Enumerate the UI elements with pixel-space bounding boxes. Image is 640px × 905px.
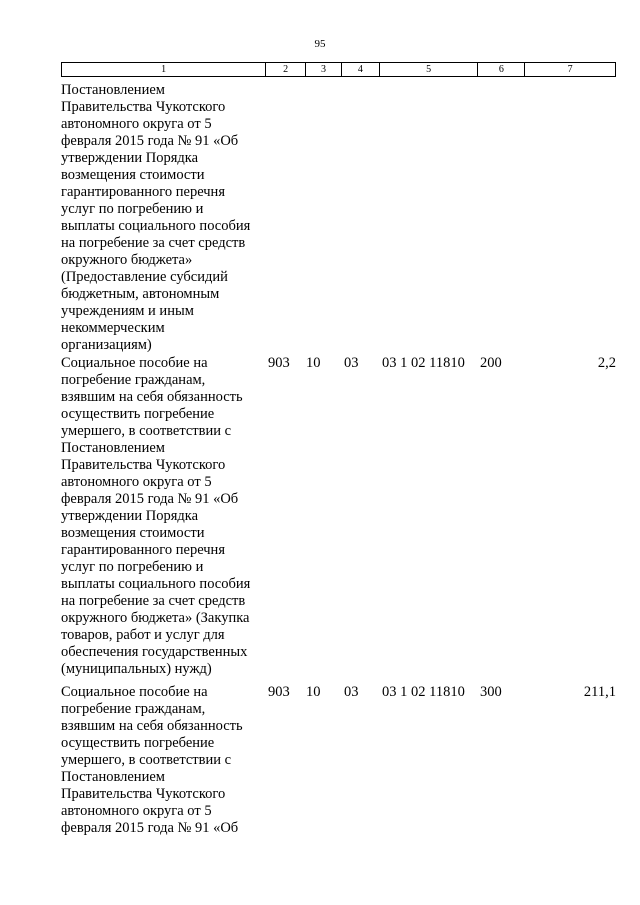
row-cell-col5: 03 1 02 11810 (382, 684, 465, 700)
row-cell-col2: 903 (268, 355, 290, 371)
page-number: 95 (314, 38, 326, 50)
row-cell-col4: 03 (344, 355, 359, 371)
row-text: Социальное пособие на погребение гражданам, взявшим на себя обязанность осуществить погребение умершего, в соответствии с Постановлением Правительства Чукотского автономного округа от 5 февраля 2015 года № 91 «Об утверждении Порядка возмещения стоимости гарантированного перечня услуг по погребению и выплаты социального пособия на погребение за счет средств окружного бюджета» (Закупка товаров, работ и услуг для обеспечения государственных (муниципальных) нужд) (61, 355, 251, 677)
header-col-5: 5 (380, 63, 479, 76)
header-col-2: 2 (266, 63, 306, 76)
header-col-7: 7 (567, 64, 573, 75)
row-cell-col5: 03 1 02 11810 (382, 355, 465, 371)
table-header (61, 62, 616, 77)
row-cell-col6: 300 (480, 684, 502, 700)
row-cell-col2: 903 (268, 684, 290, 700)
header-col-3: 3 (306, 63, 342, 76)
row-cell-col7: 2,2 (597, 355, 616, 371)
header-col-1: 1 (62, 63, 266, 76)
row-cell-col6: 200 (480, 355, 502, 371)
header-col-4: 4 (342, 63, 380, 76)
row-cell-col7: 211,1 (583, 684, 616, 700)
row-text: Социальное пособие на погребение гражданам, взявшим на себя обязанность осуществить погребение умершего, в соответствии с Постановлением Правительства Чукотского автономного округа от 5 февраля 2015 года № 91 «Об (61, 684, 243, 836)
header-col-6: 6 (478, 63, 525, 76)
row-text: Постановлением Правительства Чукотского автономного округа от 5 февраля 2015 года № 91 «Об утверждении Порядка возмещения стоимости гарантированного перечня услуг по погребению и выплаты социального пособия на погребение за счет средств окружного бюджета» (Предоставление субсидий бюджетным, автономным учреждениям и иным некоммерческим организациям) (61, 82, 251, 353)
row-cell-col4: 03 (344, 684, 359, 700)
row-cell-col3: 10 (306, 355, 321, 371)
row-cell-col3: 10 (306, 684, 321, 700)
